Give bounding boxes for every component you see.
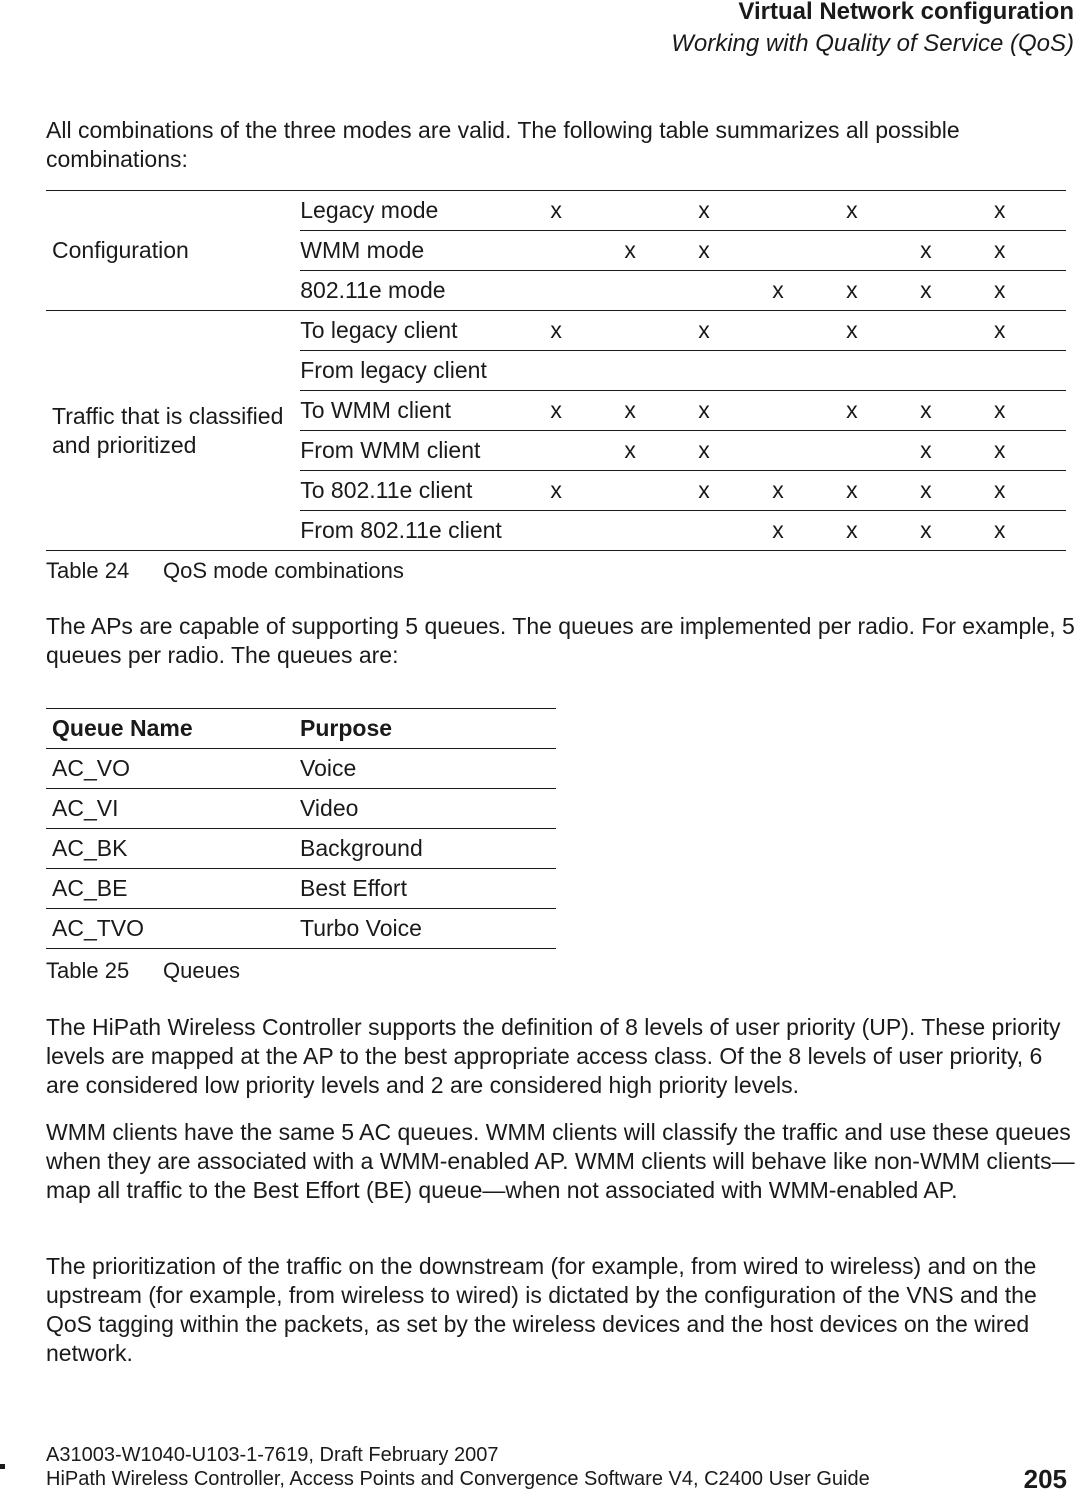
body-paragraph-3: The prioritization of the traffic on the downstream (for example, from wired to wireless) and on the upstream (for example, from wireless to wired) is dictated by the configuration of the VNS and the QoS tagging within the packets, as set by the wireless devices and the host devices on the wired network. xyxy=(46,1253,1037,1366)
mode-cell: x xyxy=(696,231,770,271)
body-paragraph-2: WMM clients have the same 5 AC queues. WMM clients will classify the traffic and use these queues when they are associated with a WMM-enabled AP. WMM clients will behave like non-WMM clients—map all traffic to the Best Effort (BE) queue—when not associated with WMM-enabled AP. xyxy=(46,1119,1075,1203)
mode-cell: x xyxy=(992,431,1066,471)
mode-cell: x xyxy=(918,231,992,271)
mode-cell: x xyxy=(548,191,622,231)
mode-cell xyxy=(770,351,844,391)
mode-cell xyxy=(548,511,622,551)
mode-cell: x xyxy=(992,231,1066,271)
queues-header-name: Queue Name xyxy=(46,709,294,749)
mode-cell: x xyxy=(918,431,992,471)
mode-cell xyxy=(918,351,992,391)
mode-cell xyxy=(992,351,1066,391)
group-label: Traffic that is classified and prioritized xyxy=(46,311,300,551)
table-row xyxy=(46,749,556,789)
qos-table-caption xyxy=(46,558,404,584)
queues-table-caption xyxy=(46,958,240,984)
mode-cell xyxy=(696,351,770,391)
row-label: 802.11e mode xyxy=(300,271,548,311)
mode-cell xyxy=(622,351,696,391)
mode-cell xyxy=(770,391,844,431)
intro-paragraph: All combinations of the three modes are valid. The following table summarizes all possible combinations: xyxy=(46,117,960,172)
qos-caption-text: QoS mode combinations xyxy=(163,558,404,583)
mode-cell xyxy=(918,191,992,231)
mode-cell: x xyxy=(770,271,844,311)
table-row xyxy=(46,311,1066,351)
mode-cell xyxy=(844,231,918,271)
row-label: Legacy mode xyxy=(300,191,548,231)
queue-name: AC_VO xyxy=(46,749,294,789)
mode-cell xyxy=(548,351,622,391)
page-number: 205 xyxy=(1023,1464,1067,1494)
mode-cell xyxy=(770,431,844,471)
qos-caption-number: Table 24 xyxy=(46,558,130,583)
mode-cell xyxy=(696,511,770,551)
queues-header-purpose: Purpose xyxy=(294,709,556,749)
mode-cell xyxy=(770,191,844,231)
mode-cell: x xyxy=(992,391,1066,431)
mode-cell xyxy=(622,311,696,351)
footer-doc-id: A31003-W1040-U103-1-7619, Draft February 2007 xyxy=(46,1444,499,1466)
mode-cell: x xyxy=(622,431,696,471)
queue-purpose: Video xyxy=(294,789,556,829)
mode-cell xyxy=(918,311,992,351)
mode-cell: x xyxy=(622,391,696,431)
mode-cell: x xyxy=(548,471,622,511)
queues-intro-paragraph: The APs are capable of supporting 5 queues. The queues are implemented per radio. For example, 5 queues per radio. The queues are: xyxy=(46,613,1075,668)
footer-marker xyxy=(0,1464,5,1469)
queue-purpose: Background xyxy=(294,829,556,869)
mode-cell xyxy=(548,431,622,471)
mode-cell xyxy=(770,231,844,271)
queue-purpose: Best Effort xyxy=(294,869,556,909)
mode-cell xyxy=(770,311,844,351)
mode-cell: x xyxy=(696,471,770,511)
table-row xyxy=(46,191,1066,231)
mode-cell xyxy=(844,351,918,391)
row-label: WMM mode xyxy=(300,231,548,271)
mode-cell: x xyxy=(918,471,992,511)
mode-cell: x xyxy=(844,511,918,551)
queue-purpose: Turbo Voice xyxy=(294,909,556,949)
row-label: From WMM client xyxy=(300,431,548,471)
mode-cell: x xyxy=(844,271,918,311)
mode-cell: x xyxy=(918,391,992,431)
queue-name: AC_BE xyxy=(46,869,294,909)
row-label: To legacy client xyxy=(300,311,548,351)
mode-cell: x xyxy=(696,311,770,351)
mode-cell: x xyxy=(992,191,1066,231)
mode-cell: x xyxy=(992,311,1066,351)
queues-caption-text: Queues xyxy=(163,958,241,983)
mode-cell xyxy=(622,471,696,511)
row-label: To 802.11e client xyxy=(300,471,548,511)
mode-cell: x xyxy=(696,391,770,431)
queues-header-row xyxy=(46,709,556,749)
mode-cell: x xyxy=(844,311,918,351)
mode-cell xyxy=(844,431,918,471)
queue-name: AC_BK xyxy=(46,829,294,869)
mode-cell xyxy=(548,271,622,311)
row-label: From 802.11e client xyxy=(300,511,548,551)
table-row xyxy=(46,829,556,869)
footer-doc-title: HiPath Wireless Controller, Access Points and Convergence Software V4, C2400 User Guide xyxy=(46,1468,870,1490)
mode-cell: x xyxy=(844,391,918,431)
mode-cell: x xyxy=(992,471,1066,511)
row-label: To WMM client xyxy=(300,391,548,431)
mode-cell: x xyxy=(696,191,770,231)
queue-name: AC_TVO xyxy=(46,909,294,949)
table-row xyxy=(46,869,556,909)
mode-cell: x xyxy=(548,311,622,351)
mode-cell xyxy=(622,191,696,231)
table-row xyxy=(46,789,556,829)
body-paragraph-1: The HiPath Wireless Controller supports the definition of 8 levels of user priority (UP). These priority levels are mapped at the AP to the best appropriate access class. Of the 8 levels of user priority, 6 are considered low priority levels and 2 are considered high priority levels. xyxy=(46,1014,1061,1098)
mode-cell xyxy=(548,231,622,271)
group-label: Configuration xyxy=(46,191,300,311)
table-row xyxy=(46,909,556,949)
mode-cell: x xyxy=(992,271,1066,311)
mode-cell: x xyxy=(696,431,770,471)
queue-name: AC_VI xyxy=(46,789,294,829)
mode-cell: x xyxy=(918,271,992,311)
mode-cell: x xyxy=(992,511,1066,551)
qos-mode-table xyxy=(46,190,1066,551)
queues-caption-number: Table 25 xyxy=(46,958,130,983)
header-subtitle: Working with Quality of Service (QoS) xyxy=(671,30,1074,57)
mode-cell: x xyxy=(918,511,992,551)
mode-cell xyxy=(696,271,770,311)
mode-cell xyxy=(622,271,696,311)
row-label: From legacy client xyxy=(300,351,548,391)
mode-cell: x xyxy=(844,471,918,511)
mode-cell: x xyxy=(770,511,844,551)
mode-cell: x xyxy=(770,471,844,511)
mode-cell: x xyxy=(622,231,696,271)
queues-table xyxy=(46,708,556,949)
queue-purpose: Voice xyxy=(294,749,556,789)
mode-cell xyxy=(622,511,696,551)
header-title: Virtual Network configuration xyxy=(738,0,1074,25)
mode-cell: x xyxy=(548,391,622,431)
mode-cell: x xyxy=(844,191,918,231)
